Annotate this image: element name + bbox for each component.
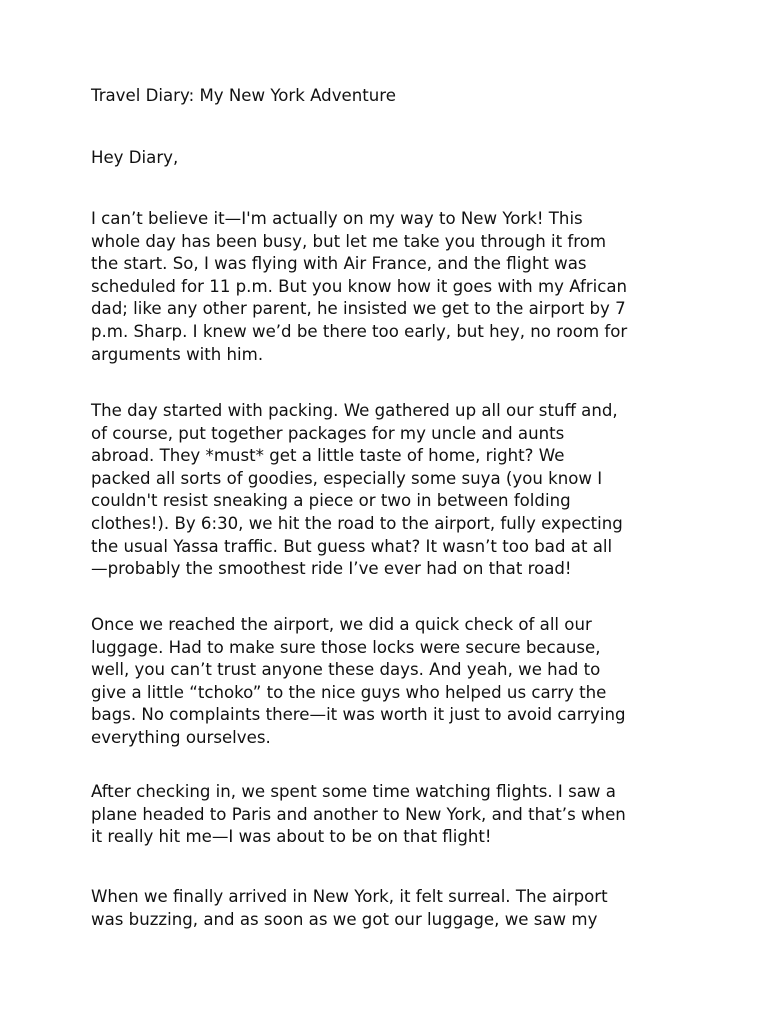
paragraph-line: —probably the smoothest ride I’ve ever had on that road! [91, 559, 572, 579]
paragraph-line: When we finally arrived in New York, it felt surreal. The airport [91, 887, 608, 906]
paragraph-2 [91, 400, 691, 581]
paragraph-line: dad; like any other parent, he insisted we get to the airport by 7 [91, 299, 626, 319]
paragraph-line: give a little “tchoko” to the nice guys who helped us carry the [91, 682, 607, 702]
paragraph-line: I can’t believe it—I'm actually on my way to New York! This [91, 209, 583, 228]
paragraph-line: plane headed to Paris and another to New York, and that’s when [91, 804, 626, 824]
paragraph-line: abroad. They *must* get a little taste of home, right? We [91, 446, 565, 466]
paragraph-line: everything ourselves. [91, 727, 271, 747]
document-title: Travel Diary: My New York Adventure [91, 86, 396, 105]
paragraph-line: scheduled for 11 p.m. But you know how it goes with my African [91, 276, 628, 296]
paragraph-line: the start. So, I was flying with Air France, and the flight was [91, 254, 587, 274]
paragraph-3 [91, 614, 691, 750]
paragraph-line: Once we reached the airport, we did a quick check of all our [91, 615, 592, 634]
paragraph-1 [91, 208, 691, 366]
paragraph-line: packed all sorts of goodies, especially some suya (you know I [91, 468, 603, 488]
paragraph-line: well, you can’t trust anyone these days. And yeah, we had to [91, 660, 601, 680]
paragraph-4 [91, 781, 691, 849]
paragraph-line: p.m. Sharp. I knew we’d be there too early, but hey, no room for [91, 321, 628, 341]
paragraph-line: whole day has been busy, but let me take you through it from [91, 231, 607, 251]
paragraph-line: was buzzing, and as soon as we got our luggage, we saw my [91, 909, 598, 929]
paragraph-line: After checking in, we spent some time watching flights. I saw a [91, 782, 616, 801]
paragraph-line: it really hit me—I was about to be on that flight! [91, 827, 492, 847]
paragraph-line: bags. No complaints there—it was worth it just to avoid carrying [91, 705, 626, 725]
paragraph-line: of course, put together packages for my uncle and aunts [91, 423, 565, 443]
paragraph-line: the usual Yassa traffic. But guess what? It wasn’t too bad at all [91, 536, 613, 556]
paragraph-line: arguments with him. [91, 344, 264, 364]
paragraph-line: The day started with packing. We gathered up all our stuff and, [91, 401, 618, 420]
greeting: Hey Diary, [91, 148, 179, 167]
paragraph-line: couldn't resist sneaking a piece or two in between folding [91, 491, 571, 511]
paragraph-line: luggage. Had to make sure those locks were secure because, [91, 637, 601, 657]
paragraph-line: clothes!). By 6:30, we hit the road to the airport, fully expecting [91, 513, 623, 533]
paragraph-5 [91, 886, 691, 931]
